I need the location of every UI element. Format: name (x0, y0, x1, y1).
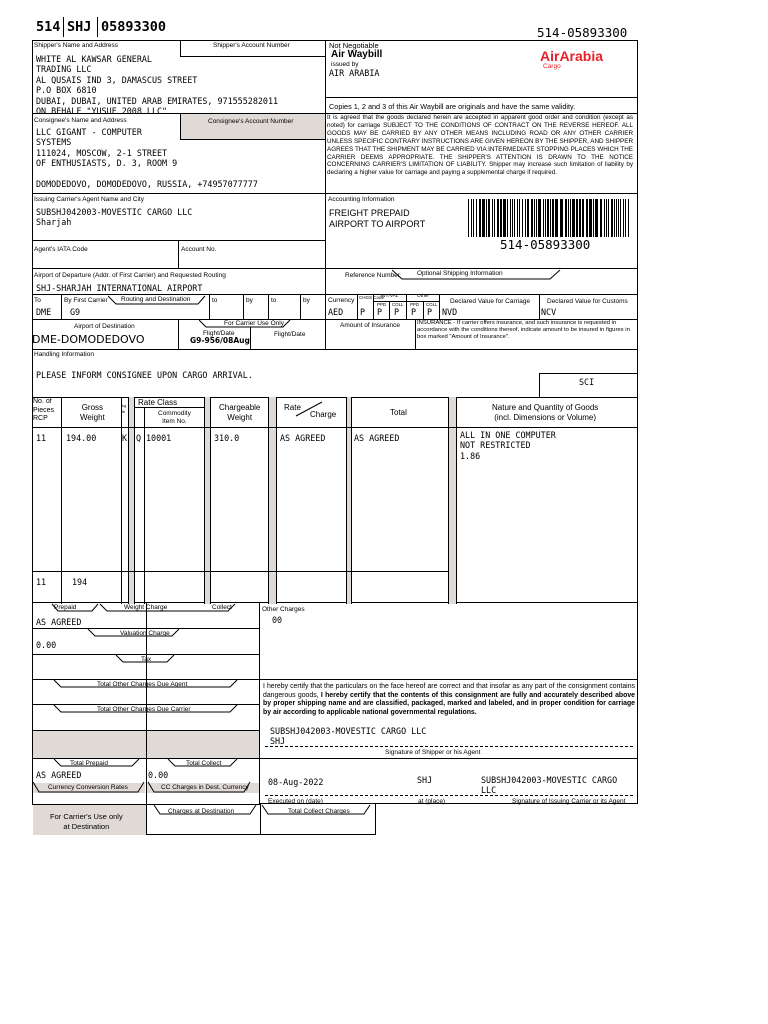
currency-label: Currency (328, 297, 355, 304)
wt-coll-label: COLL (392, 302, 404, 307)
total-prepaid-value: AS AGREED (36, 770, 82, 780)
pieces-header: No. of Pieces RCP (33, 398, 55, 422)
consignee-label: Consignee's Name and Address (34, 117, 127, 124)
shipper-account-label: Shipper's Account Number (213, 42, 290, 49)
cc-charges-dest-label: CC Charges in Dest. Currency (161, 784, 249, 791)
issued-by-label: issued by (331, 61, 359, 68)
executed-date: 08-Aug-2022 (268, 777, 324, 787)
conversion-rates-label: Currency Conversion Rates (48, 784, 128, 791)
insurance-note: INSURANCE - If carrier offers insurance, and such insurance is requested in accordance with the conditions thereof, indicate amount to be insured in figures in box marked "Amount of Insurance". (417, 320, 630, 341)
to2-label: to (212, 297, 218, 304)
flight-date-label: Flight/Date (203, 330, 235, 337)
rate-class-value: Q (136, 433, 142, 443)
other-charges-value: 00 (272, 615, 283, 625)
prepaid-weight-charge: AS AGREED (36, 617, 82, 627)
ot-coll-value: P (427, 307, 433, 317)
commodity-item-value: 10001 (146, 433, 172, 443)
flight-date: G9-956/08Aug (190, 336, 250, 345)
consignee-address: LLC GIGANT - COMPUTER SYSTEMS 111024, MOSCOW, 2-1 STREET OF ENTHUSIASTS, D. 3, ROOM 9 DOMODEDOVO, DOMODEDOVO, RUSSIA, +74957077777 (36, 127, 258, 190)
issuing-signature-label: Signature of Issuing Carrier or its Agent (512, 798, 626, 805)
rate-class-header: Rate Class (138, 398, 178, 407)
sci-label: SCI (579, 377, 595, 387)
unit-value: K (122, 433, 128, 443)
airarabia-logo-sub: Cargo (543, 63, 561, 70)
shipper-label: Shipper's Name and Address (34, 42, 118, 49)
shipper-signature-label: Signature of Shipper or his Agent (385, 749, 481, 756)
charge-header: Charge (310, 410, 337, 419)
by3-label: by (303, 297, 310, 304)
consignee-account-label: Consignee's Account Number (208, 118, 294, 125)
declared-carriage-label: Declared Value for Carriage (450, 298, 531, 305)
air-waybill-title: Air Waybill (331, 49, 383, 60)
first-carrier-label: By First Carrier (64, 297, 108, 304)
total-other-agent-label: Total Other Charges Due Agent (97, 681, 188, 688)
by2-label: by (246, 297, 253, 304)
total-other-carrier-label: Total Other Charges Due Carrier (97, 706, 191, 713)
nature-goods-header: Nature and Quantity of Goods (incl. Dimensions or Volume) (492, 403, 599, 422)
handling-label: Handling Information (34, 351, 94, 358)
total-pieces: 11 (36, 577, 47, 587)
chgs-code-value: P (360, 307, 366, 317)
awb-serial: 05893300 (101, 19, 167, 35)
at-place-label: at (place) (418, 798, 446, 805)
executed-agent: SUBSHJ042003-MOVESTIC CARGO LLC (481, 775, 618, 796)
routing-destination-label: Routing and Destination (121, 296, 191, 303)
other-charges-code-label: Other (417, 294, 429, 299)
nature-goods-value: ALL IN ONE COMPUTER NOT RESTRICTED 1.86 (460, 430, 556, 461)
carrier-use-label: For Carrier Use Only (224, 320, 284, 327)
shipper-signature-line (265, 746, 633, 747)
wtval-label: WT/VAL (381, 294, 399, 299)
certification-plain: I hereby certify that the particulars on the face hereof are correct and that insofar as any part of the consignment contains dangerous goods, (263, 683, 635, 699)
valuation-label: Valuation Charge (120, 630, 170, 637)
commodity-header: Commodity Item No. (158, 410, 191, 425)
executed-on-label: Executed on (date) (268, 798, 323, 805)
total-header: Total (390, 408, 407, 417)
to-label: To (34, 297, 41, 304)
destination-airport: DME-DOMODEDOVO (32, 333, 145, 346)
total-prepaid-label: Total Prepaid (70, 760, 108, 767)
shaded-strip-5 (449, 397, 456, 604)
shipper-signature-name: SUBSHJ042003-MOVESTIC CARGO LLC (270, 726, 427, 736)
total-value: AS AGREED (354, 433, 400, 443)
tax-label: Tax (141, 656, 152, 663)
flight-date2-label: Flight/Date (274, 331, 306, 338)
issued-by-carrier: AIR ARABIA (329, 68, 380, 78)
declared-customs-value: NCV (541, 307, 557, 317)
chgs-code-label: CHGS Code (359, 295, 385, 300)
prepaid-label: Prepaid (54, 604, 77, 611)
shipper-address: WHITE AL KAWSAR GENERAL TRADING LLC AL QUSAIS IND 3, DAMASCUS STREET P.O BOX 6810 DUBAI, DUBAI, UNITED ARAB EMIRATES, 971555282011 ON BEHALF "YUSUF 2008 LLC" (36, 54, 279, 117)
ot-coll-label: COLL (426, 302, 438, 307)
total-collect-charges-label: Total Collect Charges (288, 808, 350, 815)
copies-note: Copies 1, 2 and 3 of this Air Waybill are originals and have the same validity. (329, 102, 576, 111)
conditions-text: It is agreed that the goods declared herein are accepted in apparent good order and condition (except as noted) for carriage SUBJECT TO THE CONDITIONS OF CONTRACT ON THE REVERSE HEREOF. ALL GOODS MAY BE CARRIED BY ANY OTHER MEANS INCLUDING ROAD OR ANY OTHER CARRIER UNLESS SPECIFIC CONTRARY INSTRUCTIONS ARE GIVEN HEREON BY THE SHIPPER, AND SHIPPER AGREES THAT THE SHIPMENT MAY BE CARRIED VIA INTERMEDIATE STOPPING PLACES WHICH THE CARRIER DEEMS APPROPRIATE. THE SHIPPER'S ATTENTION IS DRAWN TO THE NOTICE CONCERNING CARRIER'S LIMITATION OF LIABILITY. Shipper may increase such limitation of liability by declaring a higher value for carriage and paying a supplemental charge if required. (327, 114, 633, 177)
executed-place: SHJ (417, 775, 433, 785)
total-collect-label: Total Collect (186, 760, 222, 767)
agent-account-label: Account No. (181, 246, 217, 253)
execution-signature-line (265, 795, 633, 796)
gross-weight-value: 194.00 (66, 433, 97, 443)
certification-bold: I hereby certify that the contents of this consignment are fully and accurately described above by proper shipping name and are classified, packaged, marked and labeled, and in proper condition for carriage by air according to applicable national governmental regulations. (263, 691, 635, 716)
wt-ppd-value: P (377, 307, 383, 317)
agent-label: Issuing Carrier's Agent Name and City (34, 196, 144, 203)
charges-at-destination-label: Charges at Destination (168, 808, 235, 815)
departure-label: Airport of Departure (Addr. of First Carrier) and Requested Routing (34, 272, 226, 279)
declared-carriage-value: NVD (442, 307, 458, 317)
gross-weight-header: Gross Weight (80, 403, 105, 422)
other-charges-label: Other Charges (262, 606, 305, 613)
wt-ppd-label: PPD (377, 302, 387, 307)
collect-label: Collect (212, 604, 232, 611)
awb-origin: SHJ (67, 19, 92, 35)
ot-ppd-label: PPD (410, 302, 420, 307)
pieces-value: 11 (36, 433, 47, 443)
optional-shipping-label: Optional Shipping Information (417, 270, 503, 277)
accounting-label: Accounting Information (328, 196, 395, 203)
airarabia-logo (509, 41, 637, 75)
departure-airport: SHJ-SHARJAH INTERNATIONAL AIRPORT (36, 283, 203, 293)
accounting-info: FREIGHT PREPAID AIRPORT TO AIRPORT (329, 208, 426, 229)
shipper-signature-place: SHJ (270, 736, 286, 746)
shaded-strip-3 (269, 397, 276, 604)
chargeable-weight-header: Chargeable Weight (219, 403, 261, 422)
total-collect-value: 0.00 (148, 770, 169, 780)
wt-coll-value: P (394, 307, 400, 317)
declared-customs-label: Declared Value for Customs (547, 298, 628, 305)
awb-prefix: 514 (36, 19, 61, 35)
reference-number-label: Reference Number (345, 272, 400, 279)
agent-name: SUBSHJ042003-MOVESTIC CARGO LLC Sharjah (36, 207, 193, 228)
destination-label: Airport of Destination (74, 323, 135, 330)
currency-value: AED (328, 307, 344, 317)
awb-number-barcode: 514-05893300 (500, 237, 591, 252)
certification-text (263, 683, 635, 717)
to3-label: to (271, 297, 277, 304)
handling-info: PLEASE INFORM CONSIGNEE UPON CARGO ARRIVAL. (36, 370, 253, 380)
agent-iata-label: Agent's IATA Code (34, 246, 88, 253)
totals-slant (32, 758, 260, 770)
airarabia-logo-text: AirArabia (540, 48, 604, 64)
kg-lb-header: kg lb (122, 403, 127, 414)
insurance-amount-label: Amount of Insurance (340, 322, 400, 329)
barcode (466, 199, 634, 237)
valuation-value: 0.00 (36, 640, 57, 650)
total-gross-weight: 194 (72, 577, 88, 587)
weight-charge-label: Weight Charge (124, 604, 168, 611)
chargeable-weight-value: 310.0 (214, 433, 240, 443)
awb-number-top: 514-05893300 (537, 25, 628, 40)
ot-ppd-value: P (411, 307, 417, 317)
not-negotiable-label: Not Negotiable (329, 41, 379, 50)
rate-header: Rate (284, 403, 301, 412)
carrier-use-dest-label: For Carrier's Use only at Destination (50, 812, 123, 831)
first-carrier: G9 (70, 307, 81, 317)
to-airport: DME (36, 307, 52, 317)
rate-value: AS AGREED (280, 433, 326, 443)
